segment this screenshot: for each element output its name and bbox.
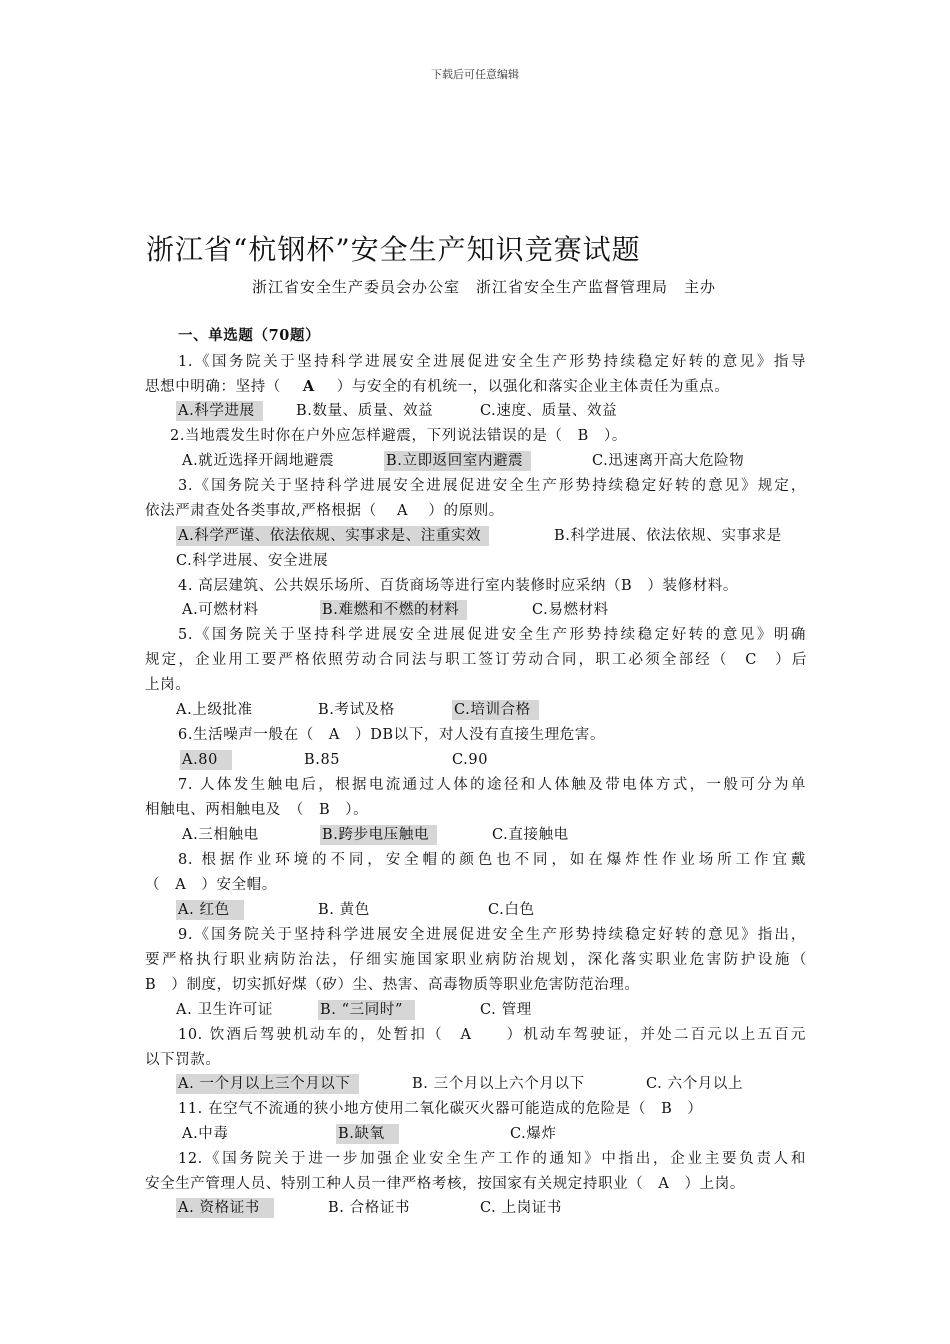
document-title: 浙江省“杭钢杯”安全生产知识竞赛试题 — [146, 233, 641, 266]
option: C. 管理 — [480, 1002, 532, 1018]
option: B. 合格证书 — [328, 1200, 411, 1216]
option: C.易燃材料 — [532, 602, 609, 618]
question-line: 1.《国务院关于坚持科学进展安全进展促进安全生产形势持续稳定好转的意见》指导 — [178, 354, 806, 370]
option-correct: B.立即返回室内避震 — [384, 451, 531, 471]
option: B.85 — [304, 752, 341, 768]
option: B.数量、质量、效益 — [296, 403, 434, 419]
option: A.就近选择开阔地避震 — [182, 453, 335, 469]
question-line: 上岗。 — [145, 677, 191, 693]
option: C.科学进展、安全进展 — [176, 553, 329, 569]
question-line: 以下罚款。 — [145, 1052, 221, 1068]
question-line: 7. 人体发生触电后，根据电流通过人体的途径和人体触及带电体方式，一般可分为单 — [178, 777, 806, 793]
option: A.可燃材料 — [182, 602, 259, 618]
option-correct: A.科学进展 — [176, 401, 263, 421]
option: A.三相触电 — [182, 827, 259, 843]
question-line: 规定，企业用工要严格依照劳动合同法与职工签订劳动合同，职工必须全部经（ C ）后 — [145, 652, 807, 668]
question-line: 2.当地震发生时你在户外应怎样避震，下列说法错误的是（ B ）。 — [170, 428, 627, 444]
question-line: B ）制度，切实抓好煤（矽）尘、热害、高毒物质等职业危害防范治理。 — [145, 977, 640, 993]
question-line: 11. 在空气不流通的狭小地方使用二氧化碳灭火器可能造成的危险是（ B ） — [178, 1101, 703, 1117]
question-line: 依法严肃查处各类事故,严格根据（ A ）的原则。 — [145, 503, 504, 519]
document-subtitle: 浙江省安全生产委员会办公室 浙江省安全生产监督管理局 主办 — [252, 278, 717, 296]
option: A. 卫生许可证 — [176, 1002, 273, 1018]
option: C. 上岗证书 — [480, 1200, 562, 1216]
question-line: 安全生产管理人员、特别工种人员一律严格考核，按国家有关规定持职业（ A ）上岗。 — [145, 1176, 745, 1192]
option-correct: B.难燃和不燃的材料 — [320, 600, 467, 620]
question-line: 9.《国务院关于坚持科学进展安全进展促进安全生产形势持续稳定好转的意见》指出， — [178, 927, 806, 943]
question-line: （ A ）安全帽。 — [145, 877, 277, 893]
answer-mark: A — [302, 378, 315, 395]
option-correct: B. “三同时” — [318, 1000, 415, 1020]
option: C.直接触电 — [492, 827, 569, 843]
question-line: 8. 根据作业环境的不同，安全帽的颜色也不同，如在爆炸性作业场所工作宜戴 — [178, 852, 806, 868]
option: C.爆炸 — [510, 1126, 557, 1142]
question-line: 6.生活噪声一般在（ A ）DB以下，对人没有直接生理危害。 — [178, 727, 606, 743]
option-correct: A. 红色 — [176, 900, 244, 920]
option: C. 六个月以上 — [646, 1076, 744, 1092]
option: C.90 — [452, 752, 489, 768]
question-line: 3.《国务院关于坚持科学进展安全进展促进安全生产形势持续稳定好转的意见》规定， — [178, 478, 806, 494]
option: C.白色 — [488, 902, 535, 918]
option: C.迅速离开高大危险物 — [592, 453, 745, 469]
option: A.上级批准 — [176, 702, 253, 718]
option: B. 黄色 — [318, 902, 370, 918]
option-correct: A. 一个月以上三个月以下 — [176, 1074, 359, 1094]
question-line: 思想中明确：坚持（ A ）与安全的有机统一，以强化和落实企业主体责任为重点。 — [145, 378, 730, 395]
header-note: 下载后可任意编辑 — [431, 68, 519, 81]
option-correct: A.科学严谨、依法依规、实事求是、注重实效 — [176, 526, 489, 546]
option-correct: A.80 — [180, 750, 232, 770]
option: B. 三个月以上六个月以下 — [412, 1076, 585, 1092]
option: A.中毒 — [182, 1126, 229, 1142]
question-line: 4. 高层建筑、公共娱乐场所、百货商场等进行室内装修时应采纳（B ）装修材料。 — [178, 578, 738, 594]
question-line: 要严格执行职业病防治法，仔细实施国家职业病防治规划，深化落实职业危害防护设施（ — [145, 952, 807, 968]
option-correct: B.缺氧 — [336, 1124, 399, 1144]
option-correct: A. 资格证书 — [176, 1198, 274, 1218]
question-line: 12.《国务院关于进一步加强企业安全生产工作的通知》中指出，企业主要负责人和 — [178, 1151, 806, 1167]
option: C.速度、质量、效益 — [480, 403, 618, 419]
question-line: 5.《国务院关于坚持科学进展安全进展促进安全生产形势持续稳定好转的意见》明确 — [178, 627, 806, 643]
option: B.科学进展、依法依规、实事求是 — [554, 528, 782, 544]
option-correct: B.跨步电压触电 — [320, 825, 437, 845]
question-line: 10. 饮酒后驾驶机动车的，处暂扣（ A ）机动车驾驶证，并处二百元以上五百元 — [178, 1027, 806, 1043]
question-line: 相触电、两相触电及 （ B ）。 — [145, 802, 369, 818]
option-correct: C.培训合格 — [452, 700, 539, 720]
section-heading: 一、单选题（70题） — [178, 327, 321, 344]
option: B.考试及格 — [318, 702, 395, 718]
